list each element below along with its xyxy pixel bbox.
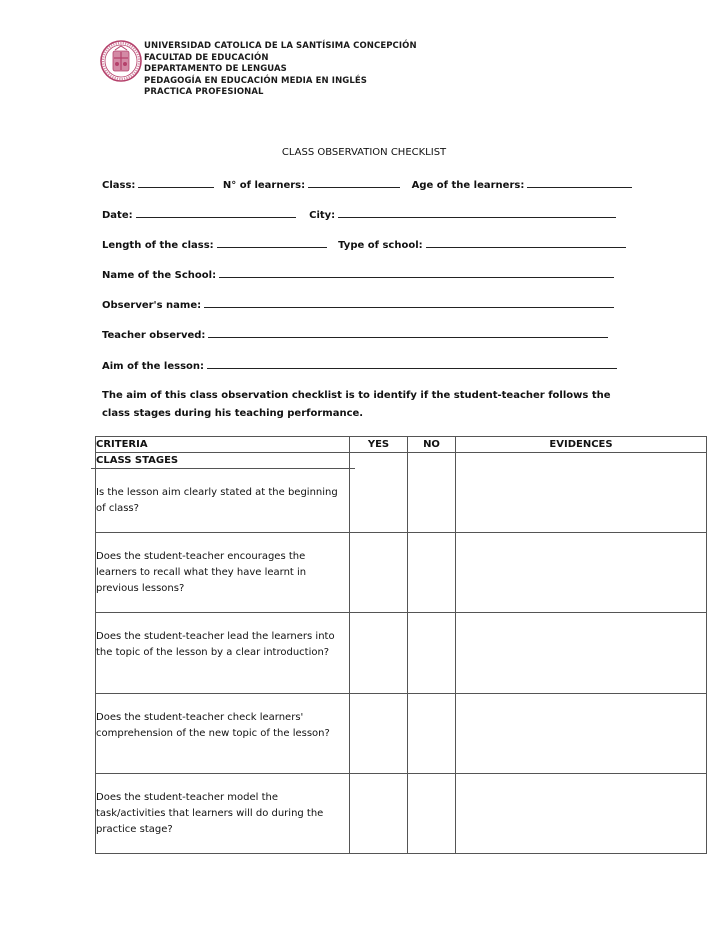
table-row [96,453,707,533]
field-row-class [102,178,632,191]
checklist-aim-statement: The aim of this class observation checklist is to identify if the student-teacher follows the class stages during his teaching performance. [102,390,611,419]
field-row-date [102,208,616,221]
criteria-cell [96,774,350,854]
section-title: CLASS STAGES [91,453,355,469]
header-line-department: DEPARTAMENTO DE LENGUAS [144,64,287,74]
no-cell[interactable] [408,694,456,774]
observation-checklist-table [95,436,707,854]
yes-cell[interactable] [350,774,408,854]
city-field[interactable] [309,208,616,221]
table-header-row [96,437,707,453]
criteria-question: Does the student-teacher encourages the learners to recall what they have learnt in previous lessons? [96,551,307,594]
yes-header: YES [350,437,408,453]
header-line-practice: PRACTICA PROFESIONAL [144,87,264,97]
criteria-cell [96,694,350,774]
criteria-question: Does the student-teacher model the task/activities that learners will do during the practice stage? [96,792,324,835]
evidences-cell[interactable] [456,533,707,613]
header-line-university: UNIVERSIDAD CATOLICA DE LA SANTÍSIMA CONCEPCIÓN [144,41,417,51]
length-label: Length of the class: [102,240,214,251]
school-type-label: Type of school: [338,240,423,251]
class-field[interactable] [102,178,214,191]
length-field[interactable] [102,238,327,251]
institution-header [144,41,417,99]
school-name-field[interactable] [102,268,614,281]
evidences-cell[interactable] [456,613,707,694]
criteria-cell [96,533,350,613]
date-field[interactable] [102,208,296,221]
yes-cell[interactable] [350,533,408,613]
no-cell[interactable] [408,533,456,613]
school-name-label: Name of the School: [102,270,217,281]
n-learners-label: N° of learners: [222,180,306,191]
table-row [96,694,707,774]
criteria-cell [96,613,350,694]
criteria-cell [96,453,350,533]
n-learners-field[interactable] [223,178,400,191]
school-type-field[interactable] [338,238,625,251]
no-cell[interactable] [408,453,456,533]
no-header: NO [408,437,456,453]
city-label: City: [309,210,336,221]
yes-cell[interactable] [350,613,408,694]
field-row-aim [102,359,617,372]
table-row [96,613,707,694]
document-title: CLASS OBSERVATION CHECKLIST [281,147,447,158]
no-cell[interactable] [408,774,456,854]
header-line-program: PEDAGOGÍA EN EDUCACIÓN MEDIA EN INGLÉS [144,75,368,86]
no-cell[interactable] [408,613,456,694]
field-row-school-name [102,268,614,281]
field-row-observer [102,298,614,311]
criteria-question: Does the student-teacher check learners' comprehension of the new topic of the lesson? [96,712,330,739]
yes-cell[interactable] [350,453,408,533]
observer-label: Observer's name: [102,300,202,311]
teacher-field[interactable] [102,328,608,341]
observer-field[interactable] [102,298,614,311]
evidences-cell[interactable] [456,453,707,533]
evidences-cell[interactable] [456,694,707,774]
evidences-cell[interactable] [456,774,707,854]
teacher-label: Teacher observed: [102,330,206,341]
age-field[interactable] [412,178,633,191]
table-row [96,533,707,613]
class-label: Class: [102,180,136,191]
table-row [96,774,707,854]
aim-label: Aim of the lesson: [102,361,205,372]
aim-field[interactable] [102,359,617,372]
evidences-header: EVIDENCES [456,437,707,453]
age-label: Age of the learners: [411,180,525,191]
field-row-teacher [102,328,608,341]
field-row-length [102,238,626,251]
header-line-faculty: FACULTAD DE EDUCACIÓN [144,52,269,63]
university-seal-icon [100,40,142,82]
criteria-question: Is the lesson aim clearly stated at the beginning of class? [96,487,338,514]
yes-cell[interactable] [350,694,408,774]
criteria-header: CRITERIA [96,437,350,453]
criteria-question: Does the student-teacher lead the learners into the topic of the lesson by a clear introduction? [96,631,335,658]
date-label: Date: [102,210,133,221]
